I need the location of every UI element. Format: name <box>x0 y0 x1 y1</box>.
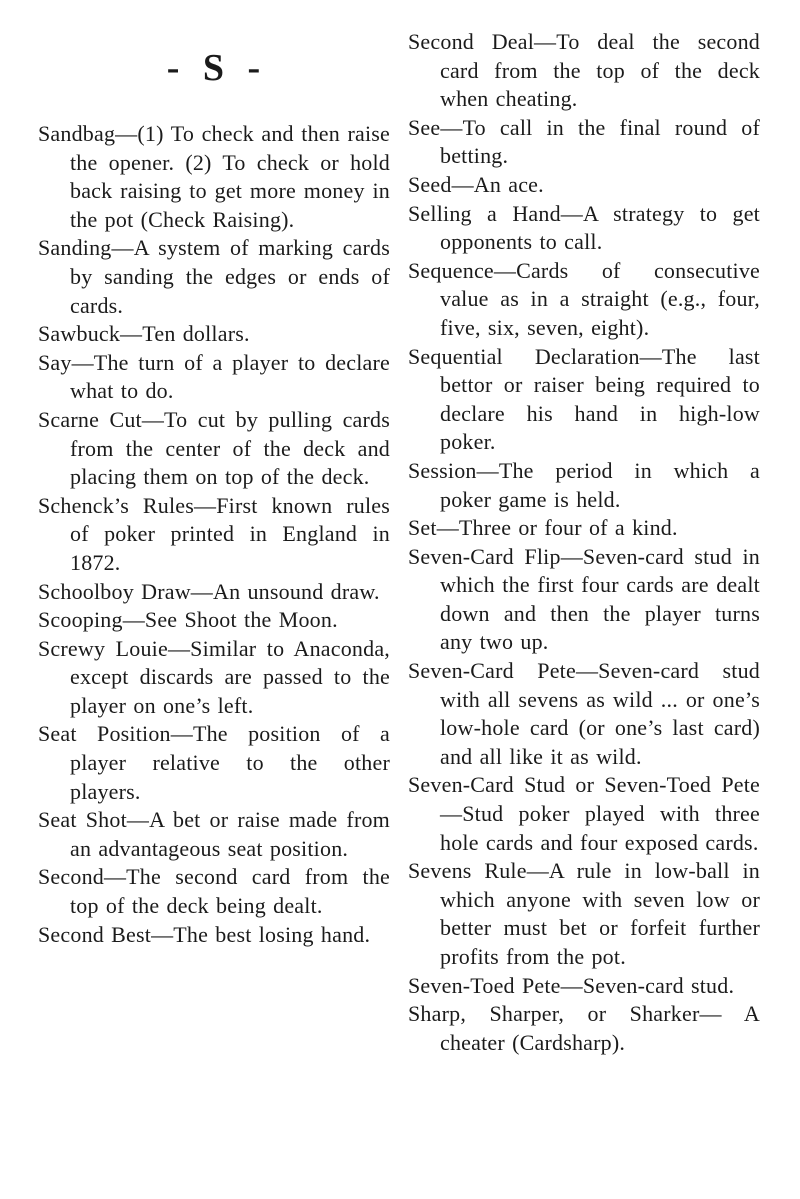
glossary-entry: Sandbag—(1) To check and then raise the opener. (2) To check or hold back raising to get more money in the pot (Check Raising). <box>38 121 390 232</box>
right-entries-list <box>408 28 760 1057</box>
glossary-entry: Scarne Cut—To cut by pulling cards from the center of the deck and placing them on top of the deck. <box>38 406 390 490</box>
glossary-entry: Second Best—The best losing hand. <box>38 921 371 947</box>
glossary-entry: Sequential Declaration—The last bettor or raiser being required to declare his hand in high-low poker. <box>408 343 760 455</box>
glossary-entry: Screwy Louie—Similar to Anaconda, except discards are passed to the player on one’s left. <box>38 635 390 718</box>
glossary-entry: Seat Position—The position of a player relative to the other players. <box>38 721 390 804</box>
right-column <box>408 28 760 1199</box>
glossary-entry: Schoolboy Draw—An unsound draw. <box>38 578 380 604</box>
glossary-entry: Sawbuck—Ten dollars. <box>38 321 250 347</box>
glossary-entry: Seven-Toed Pete—Seven-card stud. <box>408 972 735 998</box>
glossary-entry: Set—Three or four of a kind. <box>408 515 678 541</box>
left-column <box>38 28 390 1199</box>
glossary-entry: Seven-Card Flip—Seven-card stud in which the first four cards are dealt down and then the player turns any two up. <box>408 543 760 655</box>
left-entries-list <box>38 120 390 949</box>
glossary-entry: Session—The period in which a poker game is held. <box>408 457 760 512</box>
glossary-entry: Seven-Card Pete—Seven-card stud with all sevens as wild ... or one’s low-hole card (or one’s last card) and all like it as wild. <box>408 658 760 769</box>
glossary-entry: Seven-Card Stud or Seven-Toed Pete—Stud poker played with three hole cards and four exposed cards. <box>408 772 760 855</box>
glossary-entry: See—To call in the final round of betting. <box>408 114 760 169</box>
glossary-entry: Sharp, Sharper, or Sharker— A cheater (Cardsharp). <box>408 1001 760 1055</box>
glossary-entry: Sequence—Cards of consecutive value as in a straight (e.g., four, five, six, seven, eight). <box>408 257 760 340</box>
section-header: - S - <box>166 47 262 89</box>
glossary-entry: Seat Shot—A bet or raise made from an advantageous seat position. <box>38 807 390 861</box>
glossary-entry: Second Deal—To deal the second card from the top of the deck when cheating. <box>408 29 760 112</box>
glossary-entry: Second—The second card from the top of the deck being dealt. <box>38 864 390 919</box>
glossary-entry: Say—The turn of a player to declare what to do. <box>38 349 390 404</box>
glossary-entry: Sevens Rule—A rule in low-ball in which anyone with seven low or better must bet or forfeit further profits from the pot. <box>408 858 760 969</box>
glossary-entry: Seed—An ace. <box>408 171 544 197</box>
glossary-entry: Sanding—A system of marking cards by sanding the edges or ends of cards. <box>38 235 390 318</box>
glossary-entry: Scooping—See Shoot the Moon. <box>38 607 338 633</box>
glossary-entry: Schenck’s Rules—First known rules of poker printed in England in 1872. <box>38 492 390 575</box>
glossary-entry: Selling a Hand—A strategy to get opponents to call. <box>408 200 760 255</box>
